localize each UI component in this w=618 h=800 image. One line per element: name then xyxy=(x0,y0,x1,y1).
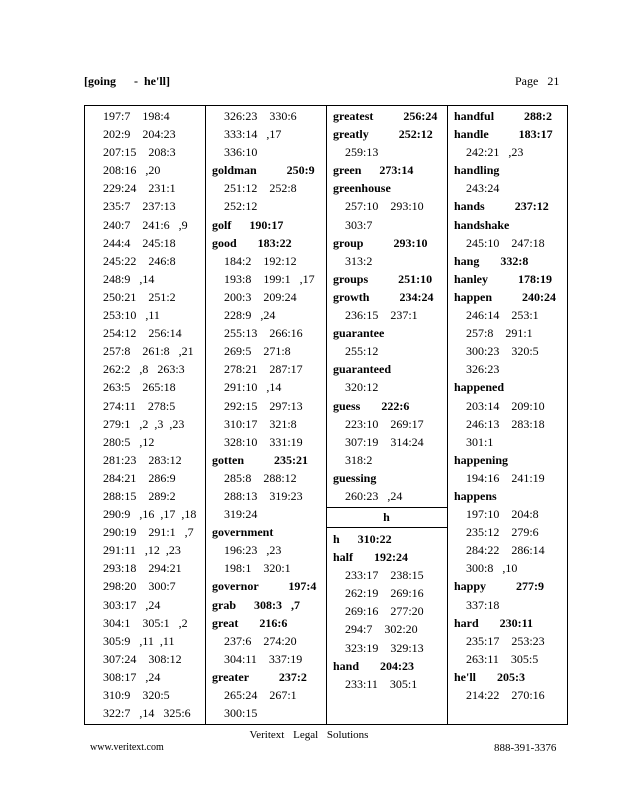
page-line-reference: 288:15 289:2 xyxy=(103,488,176,503)
index-term: h 310:22 xyxy=(333,532,392,546)
page-line-reference: 274:11 278:5 xyxy=(103,398,176,413)
index-term: happens xyxy=(454,488,497,503)
page-line-reference: 208:16 ,20 xyxy=(103,163,161,178)
page-line-reference: 197:7 198:4 xyxy=(103,109,170,123)
page-line-reference: 202:9 204:23 xyxy=(103,127,176,142)
index-term: gotten 235:21 xyxy=(212,452,308,467)
index-column-2 xyxy=(212,107,324,722)
page-line-reference: 200:3 209:24 xyxy=(224,289,297,304)
index-column-3 xyxy=(333,107,445,505)
index-term: happening xyxy=(454,452,509,467)
page-line-reference: 336:10 xyxy=(224,145,258,160)
page-line-reference: 244:4 245:18 xyxy=(103,235,176,250)
page-line-reference: 257:10 293:10 xyxy=(345,199,424,214)
index-range-header: [going - he'll] xyxy=(84,74,170,88)
index-term: happy 277:9 xyxy=(454,579,545,594)
page-line-reference: 318:2 xyxy=(345,452,373,467)
index-term: he'll 205:3 xyxy=(454,669,525,684)
index-term: government xyxy=(212,525,274,540)
index-column-4 xyxy=(454,107,566,704)
page-line-reference: 326:23 330:6 xyxy=(224,109,297,123)
page-line-reference: 307:19 314:24 xyxy=(345,434,424,449)
page-line-reference: 310:9 320:5 xyxy=(103,688,170,702)
index-term: half 192:24 xyxy=(333,550,408,565)
index-term: grab 308:3 ,7 xyxy=(212,597,300,612)
page-line-reference: 255:12 xyxy=(345,344,379,359)
page-line-reference: 263:5 265:18 xyxy=(103,380,176,395)
page-line-reference: 291:10 ,14 xyxy=(224,380,282,395)
column-divider xyxy=(447,105,448,725)
page-line-reference: 307:24 308:12 xyxy=(103,651,182,666)
index-term: hanley 178:19 xyxy=(454,271,553,286)
page-line-reference: 291:11 ,12 ,23 xyxy=(103,543,181,558)
page-line-reference: 203:14 209:10 xyxy=(466,398,545,413)
page-line-reference: 193:8 199:1 ,17 xyxy=(224,271,315,286)
index-term: good 183:22 xyxy=(212,235,292,250)
page-line-reference: 243:24 xyxy=(466,181,500,196)
index-term: happen 240:24 xyxy=(454,289,557,304)
page-line-reference: 263:11 305:5 xyxy=(466,651,539,666)
page-line-reference: 233:11 305:1 xyxy=(345,676,418,691)
page-line-reference: 304:1 305:1 ,2 xyxy=(103,615,188,630)
page-line-reference: 228:9 ,24 xyxy=(224,308,276,323)
index-term: golf 190:17 xyxy=(212,217,284,232)
page-line-reference: 245:22 246:8 xyxy=(103,253,176,268)
page-line-reference: 252:12 xyxy=(224,199,258,214)
footer-phone: 888-391-3376 xyxy=(494,742,557,754)
page-line-reference: 269:5 271:8 xyxy=(224,344,291,359)
page-line-reference: 290:9 ,16 ,17 ,18 xyxy=(103,507,197,522)
page-line-reference: 280:5 ,12 xyxy=(103,434,155,449)
page-line-reference: 245:10 247:18 xyxy=(466,235,545,250)
page-line-reference: 255:13 266:16 xyxy=(224,326,303,341)
section-letter-h: h xyxy=(326,507,447,528)
page-line-reference: 284:21 286:9 xyxy=(103,470,176,485)
page-line-reference: 320:12 xyxy=(345,380,379,395)
page-line-reference: 265:24 267:1 xyxy=(224,688,297,702)
index-term: handling xyxy=(454,163,500,178)
page-line-reference: 303:17 ,24 xyxy=(103,597,161,612)
index-term: governor 197:4 xyxy=(212,579,317,594)
footer-company: Veritext Legal Solutions xyxy=(249,729,369,741)
page-line-reference: 235:7 237:13 xyxy=(103,199,176,214)
index-term: hands 237:12 xyxy=(454,199,549,214)
index-term: hard 230:11 xyxy=(454,615,534,630)
page-line-reference: 251:12 252:8 xyxy=(224,181,297,196)
page-line-reference: 279:1 ,2 ,3 ,23 xyxy=(103,416,185,431)
page-line-reference: 284:22 286:14 xyxy=(466,543,545,558)
page-line-reference: 262:19 269:16 xyxy=(345,586,424,601)
page-line-reference: 260:23 ,24 xyxy=(345,488,403,503)
index-term: great 216:6 xyxy=(212,615,288,630)
page-line-reference: 246:14 253:1 xyxy=(466,308,539,323)
page-line-reference: 308:17 ,24 xyxy=(103,669,161,684)
page-line-reference: 236:15 237:1 xyxy=(345,308,418,323)
page-line-reference: 288:13 319:23 xyxy=(224,488,303,503)
page-line-reference: 333:14 ,17 xyxy=(224,127,282,142)
page-line-reference: 292:15 297:13 xyxy=(224,398,303,413)
page-line-reference: 337:18 xyxy=(466,597,500,612)
page-line-reference: 319:24 xyxy=(224,507,258,522)
page-line-reference: 269:16 277:20 xyxy=(345,604,424,619)
index-term: guessing xyxy=(333,470,377,485)
page-line-reference: 259:13 xyxy=(345,145,379,160)
index-term: green 273:14 xyxy=(333,163,414,178)
page-line-reference: 240:7 241:6 ,9 xyxy=(103,217,188,232)
page-line-reference: 197:10 204:8 xyxy=(466,507,539,522)
page-line-reference: 294:7 302:20 xyxy=(345,622,418,637)
page-line-reference: 253:10 ,11 xyxy=(103,308,160,323)
page-line-reference: 246:13 283:18 xyxy=(466,416,545,431)
page-line-reference: 300:23 320:5 xyxy=(466,344,539,359)
page-line-reference: 257:8 261:8 ,21 xyxy=(103,344,194,359)
page-line-reference: 235:12 279:6 xyxy=(466,525,539,540)
page-line-reference: 290:19 291:1 ,7 xyxy=(103,525,194,540)
page-line-reference: 229:24 231:1 xyxy=(103,181,176,196)
index-term: greatly 252:12 xyxy=(333,127,433,142)
page-number: Page 21 xyxy=(515,74,560,88)
page-line-reference: 237:6 274:20 xyxy=(224,633,297,648)
page-line-reference: 293:18 294:21 xyxy=(103,561,182,576)
index-term: groups 251:10 xyxy=(333,271,433,286)
page-line-reference: 281:23 283:12 xyxy=(103,452,182,467)
column-divider xyxy=(205,105,206,725)
page-line-reference: 242:21 ,23 xyxy=(466,145,524,160)
index-term: guaranteed xyxy=(333,362,391,377)
page-line-reference: 278:21 287:17 xyxy=(224,362,303,377)
page-line-reference: 223:10 269:17 xyxy=(345,416,424,431)
index-term: greenhouse xyxy=(333,181,391,196)
index-term: guarantee xyxy=(333,326,385,341)
page-line-reference: 298:20 300:7 xyxy=(103,579,176,594)
page-line-reference: 310:17 321:8 xyxy=(224,416,297,431)
index-term: group 293:10 xyxy=(333,235,428,250)
page-line-reference: 285:8 288:12 xyxy=(224,470,297,485)
index-term: guess 222:6 xyxy=(333,398,410,413)
page-line-reference: 207:15 208:3 xyxy=(103,145,176,160)
index-term: handful 288:2 xyxy=(454,109,553,123)
page-line-reference: 250:21 251:2 xyxy=(103,289,176,304)
index-term: greater 237:2 xyxy=(212,669,307,684)
page-line-reference: 194:16 241:19 xyxy=(466,470,545,485)
page-line-reference: 303:7 xyxy=(345,217,373,232)
page-line-reference: 326:23 xyxy=(466,362,500,377)
page-line-reference: 262:2 ,8 263:3 xyxy=(103,362,185,377)
page-line-reference: 235:17 253:23 xyxy=(466,633,545,648)
index-column-1 xyxy=(91,107,203,722)
column-divider xyxy=(326,105,327,725)
index-term: handle 183:17 xyxy=(454,127,553,142)
index-column-3-h-section xyxy=(333,530,445,693)
page-line-reference: 198:1 320:1 xyxy=(224,561,291,576)
index-term: handshake xyxy=(454,217,510,232)
page-line-reference: 248:9 ,14 xyxy=(103,271,155,286)
page-line-reference: 300:15 xyxy=(224,706,258,721)
index-term: happened xyxy=(454,380,505,395)
index-term: goldman 250:9 xyxy=(212,163,315,178)
index-term: hang 332:8 xyxy=(454,253,529,268)
page-line-reference: 233:17 238:15 xyxy=(345,568,424,583)
page-line-reference: 328:10 331:19 xyxy=(224,434,303,449)
index-term: growth 234:24 xyxy=(333,289,434,304)
page-line-reference: 196:23 ,23 xyxy=(224,543,282,558)
page-line-reference: 300:8 ,10 xyxy=(466,561,518,576)
index-term: greatest 256:24 xyxy=(333,109,438,123)
page-line-reference: 322:7 ,14 325:6 xyxy=(103,706,191,721)
page-line-reference: 323:19 329:13 xyxy=(345,640,424,655)
page-line-reference: 304:11 337:19 xyxy=(224,651,303,666)
page-line-reference: 313:2 xyxy=(345,253,373,268)
page-line-reference: 257:8 291:1 xyxy=(466,326,533,341)
page-line-reference: 305:9 ,11 ,11 xyxy=(103,633,175,648)
page-line-reference: 184:2 192:12 xyxy=(224,253,297,268)
page-line-reference: 254:12 256:14 xyxy=(103,326,182,341)
footer-website: www.veritext.com xyxy=(90,742,164,753)
page-line-reference: 214:22 270:16 xyxy=(466,688,545,702)
page-line-reference: 301:1 xyxy=(466,434,494,449)
index-term: hand 204:23 xyxy=(333,658,415,673)
